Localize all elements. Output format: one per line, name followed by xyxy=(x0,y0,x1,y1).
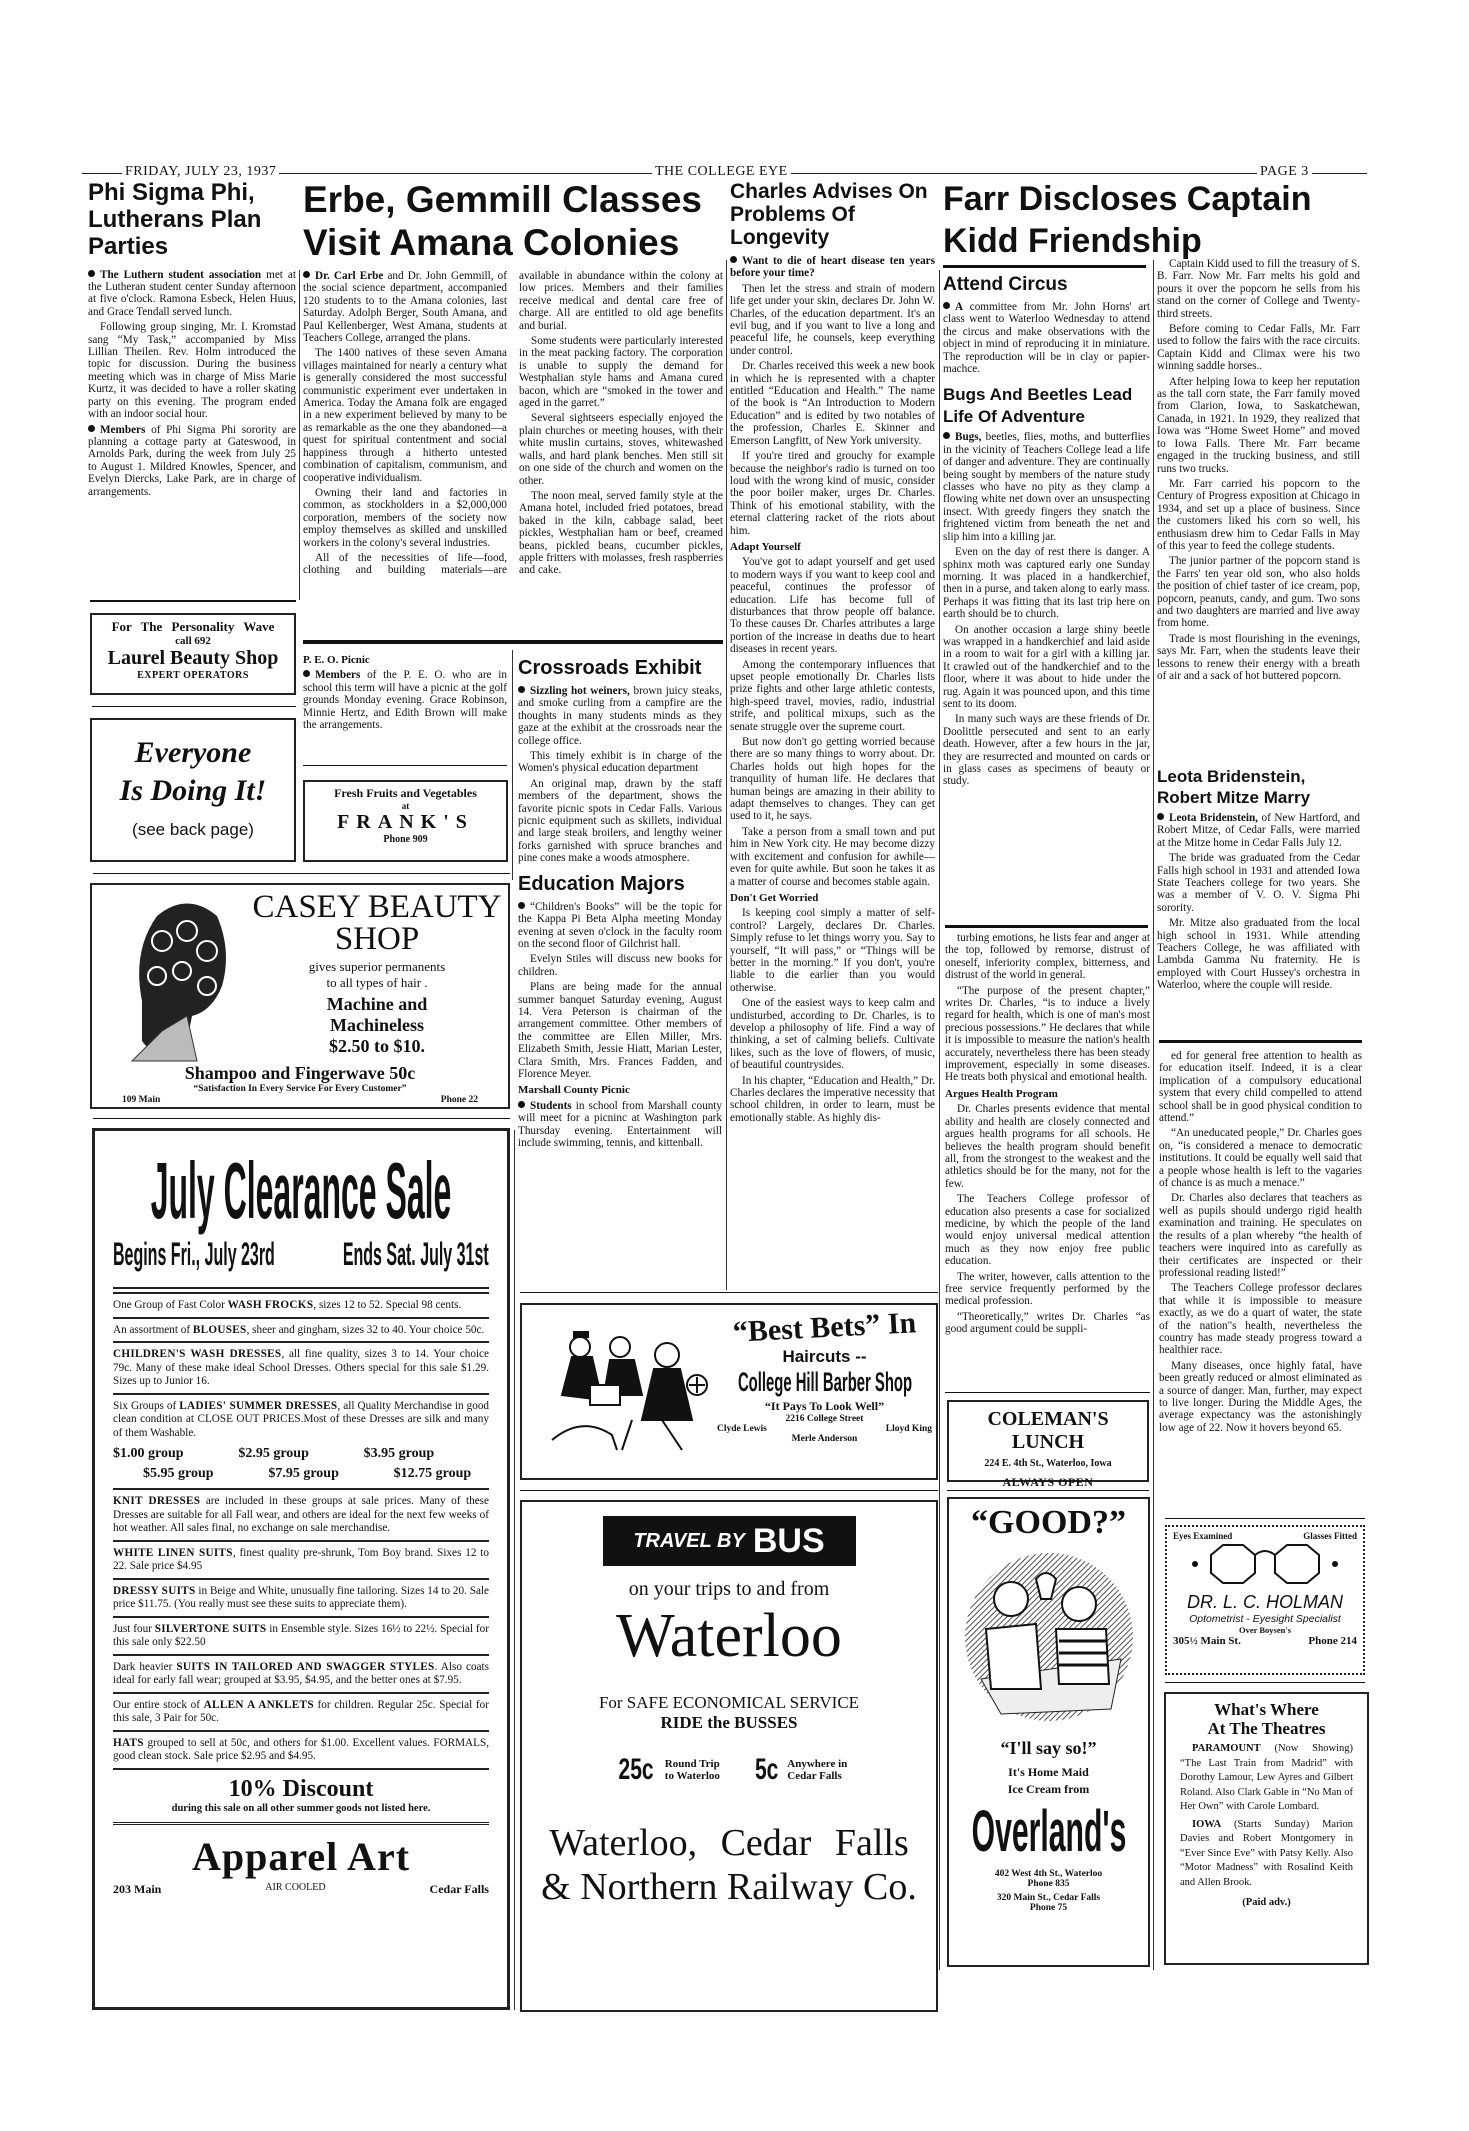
sale-item xyxy=(113,1540,489,1578)
paragraph-text: and Dr. John Gemmill, of the social science department, accompanied 120 students to to the Amana colonies, last Saturday. Adolph Berger, South Amana, and Paul Kellenberger, West Amana, students at Teachers College, arranged the plans. xyxy=(303,270,507,345)
paragraph: turbing emotions, he lists fear and anger at the top, followed by remorse, distrust of oneself, inferiority complex, bitterness, and distrust of the world in general. xyxy=(945,932,1150,982)
lead-in: A xyxy=(955,301,964,313)
ad-colemans-lunch xyxy=(947,1400,1149,1489)
lead-in: Want to die of heart disease ten years before your time? xyxy=(730,255,935,280)
company-name: Waterloo, Cedar Falls xyxy=(549,1822,909,1864)
ad-theatres-listing xyxy=(1164,1692,1369,1965)
sale-item xyxy=(113,1341,489,1393)
paragraph-text: “Children's Books” will be the topic for the Kappa Pi Beta Alpha meeting Monday evening at seven o'clock in the faculty room on the second floor of Gilchrist hall. xyxy=(518,900,722,950)
ad-price: $2.50 to $10. xyxy=(329,1036,425,1056)
ad-text: Everyone xyxy=(134,736,252,769)
discount-headline: 10% Discount xyxy=(228,1775,374,1802)
headline: Phi Sigma Phi, Lutherans Plan Parties xyxy=(88,179,262,260)
divider xyxy=(90,600,296,602)
ad-address: 305½ Main St. xyxy=(1173,1635,1241,1647)
store-city: Cedar Falls xyxy=(429,1881,489,1896)
price-groups xyxy=(113,1444,489,1488)
subheading: Adapt Yourself xyxy=(730,540,801,553)
ad-tagline: EXPERT OPERATORS xyxy=(137,670,249,681)
ad-travel-by-bus xyxy=(520,1500,938,2012)
ad-business-name: FRANK'S xyxy=(337,811,474,833)
store-name-logo: Apparel Art xyxy=(191,1833,411,1879)
headline: Erbe, Gemmill Classes Visit Amana Colonies xyxy=(303,179,702,263)
paragraph: Then let the stress and strain of modern life get under your skin, declares Dr. John W. Charles, of the education department. It's an evil bug, and if you want to live a long and peaceful life, he counsels, keep everything under control. xyxy=(730,282,935,357)
sale-item-text: , finest quality pre-shrunk, Tom Boy brand. Sixes 12 to 22. Sale price $4.95 xyxy=(113,1546,489,1572)
paragraph: Plans are being made for the annual summer banquet Saturday evening, August 14. Vera Peterson is chairman of the arrangement committee. Other members of the committee are Ellen Miller, Mrs. Elizabeth Smith, Jessie Hiatt, Marian Lester, Clara Smith, Mrs. Frances Fadden, and Florence Meyer. xyxy=(518,981,722,1080)
ad-text: on your trips to and from xyxy=(628,1578,830,1600)
ad-text: Machineless xyxy=(330,1015,424,1035)
column-divider xyxy=(299,270,300,600)
ad-phone: Phone 909 xyxy=(383,834,428,845)
paragraph: One of the easiest ways to keep calm and undisturbed, according to Dr. Charles, is to develop a philosophy of life. Find a way of thinking, a set of calming beliefs. Cultivate likes, such as the love of flowers, of music, of beautiful countrysides. xyxy=(730,997,935,1072)
headline: Education Majors xyxy=(518,872,685,895)
article-body xyxy=(730,255,935,1290)
ad-college-hill-barber-shop xyxy=(520,1303,938,1480)
article-leota-mitze xyxy=(1157,766,1360,1012)
article-body xyxy=(518,901,722,1153)
paragraph: An original map, drawn by the staff members of the department, shows the favorite picnic spots in Cedar Falls. Various picnic equipment such as skillets, individual and large steak broilers, and lengthy weiner forks garnished with spruce branches and pine cones make a woods atmosphere. xyxy=(518,777,722,865)
ad-everyone-is-doing-it xyxy=(90,718,296,862)
sale-item xyxy=(113,1317,489,1342)
paragraph xyxy=(1180,1818,1353,1891)
lead-in: Members xyxy=(315,669,361,682)
paragraph: Is keeping cool simply a matter of self-control? Largely, declares Dr. Charles. Simply refuse to let things worry you. Say to yourself, “It will pass,” or “Things will be better in the morning.” If you don't, you're liable to die earlier than you would otherwise. xyxy=(730,907,935,994)
ad-business-name: Laurel Beauty Shop xyxy=(107,647,279,669)
paragraph: ed for general free attention to health as for education itself. Indeed, it is a clear implication of a compulsory educational system that every child compelled to attend school shall be in good physical condition to attend.” xyxy=(1159,1050,1362,1125)
ad-text: It's Home Maid xyxy=(1008,1765,1089,1779)
sale-item xyxy=(113,1692,489,1730)
paragraph: But now don't go getting worried because there are so many things to worry about. Dr. Charles holds out high hopes for the tranquility of human life. He declares that human beings are amazing in their ability to adapt themselves to changes. They can get used to it, he says. xyxy=(730,736,935,823)
paragraph: This timely exhibit is in charge of the Women's physical education department xyxy=(518,750,722,775)
divider xyxy=(943,265,1146,268)
paragraph: Even on the day of rest there is danger. A sphinx moth was captured early one Sunday morning. It was placed in a handkerchief, then in a purse, and taken along to early mass. Perhaps it was fitting that its last trip here on earth should be to church. xyxy=(943,546,1150,621)
divider xyxy=(92,706,296,707)
sale-item-text: in Beige and White, unusually fine tailoring. Sizes 14 to 20. Sale price $11.75. (You really must see these suits to appreciate them). xyxy=(113,1584,490,1610)
paragraph: “The purpose of the present chapter,” writes Dr. Charles, “is to induce a lively regard for health, which is one of man's most precious possessions.” He declares that while it is impossible to measure the nation's health accurately, nevertheless there has been steady improvement, especially in some diseases. He treats both physical and emotional health. xyxy=(945,984,1150,1084)
bullet-icon xyxy=(303,670,310,677)
paragraph: Dr. Charles received this week a new book in which he is represented with a chapter entitled “Education and Health.” The name of the book is “An Introduction to Modern Education” and is edited by two notables of the profession, Charles E. Skinner and Emerson Langfitt, of New York university. xyxy=(730,360,935,447)
woman-hairstyle-illustration xyxy=(112,891,242,1066)
sale-item xyxy=(113,1578,489,1616)
sale-item-product: LADIES' SUMMER DRESSES xyxy=(179,1399,338,1412)
sale-item-text: , all fine quality, sizes 3 to 14. Your choice 79c. Many of these make ideal School Dresses. Others special for this sale $1.29. Sizes up to Junior 16. xyxy=(113,1348,489,1387)
paragraph-text: met at the Lutheran student center Sunday afternoon at five o'clock. Ramona Esbeck, Helen Huus, and Grace Tendall served lunch. xyxy=(88,268,296,318)
sale-item-text: Dark heavier xyxy=(113,1660,177,1673)
sale-item xyxy=(113,1730,489,1768)
ad-text: For SAFE ECONOMICAL SERVICE xyxy=(598,1693,860,1712)
paragraph: “Theoretically,” writes Dr. Charles “as good argument could be suppli- xyxy=(945,1310,1150,1336)
divider xyxy=(520,1490,938,1491)
sale-item-product: KNIT DRESSES xyxy=(113,1495,201,1507)
paragraph xyxy=(943,431,1150,543)
divider xyxy=(303,765,507,766)
paragraph: Many diseases, once highly fatal, have been greatly reduced or almost eliminated as a source of danger. Man, further, may expect to live longer. During the Middle Ages, the average expectancy was the astonishingly low age of 22. Now it hovers beyond 65. xyxy=(1159,1359,1362,1434)
ad-business-name: COLEMAN'S LUNCH xyxy=(987,1408,1109,1453)
ad-slogan: “Satisfaction In Every Service For Every Customer” xyxy=(193,1084,407,1094)
store-feature: AIR COOLED xyxy=(265,1881,326,1893)
paragraph xyxy=(730,255,935,280)
price-group: $1.00 group xyxy=(113,1446,184,1461)
ad-dr-holman-optometrist xyxy=(1165,1525,1365,1675)
sale-item xyxy=(113,1292,489,1317)
article-erbe-gemmill xyxy=(303,178,723,626)
article-charles-longevity xyxy=(730,180,935,1290)
paragraph: The junior partner of the popcorn stand is the Farrs' ten year old son, who also holds the position of chief taster of ice cream, pop, popcorn, peanuts, candy, and gum. Two sons and two daughters are married and live away from home. xyxy=(1157,555,1360,630)
paragraph: The writer, however, calls attention to the free service frequently performed by the medical profession. xyxy=(945,1270,1150,1308)
fares xyxy=(522,1753,936,1787)
paragraph: Before coming to Cedar Falls, Mr. Farr used to follow the fairs with the race circuits. Captain Kidd and Climax were his two winning saddle horses.. xyxy=(1157,323,1360,373)
column-divider xyxy=(1153,260,1154,1970)
sale-item-product: SUITS IN TAILORED AND SWAGGER STYLES xyxy=(176,1660,435,1673)
ad-business-name: CASEY BEAUTY xyxy=(252,889,502,925)
subheading: Don't Get Worried xyxy=(730,891,819,904)
paragraph: If you're tired and grouchy for example because the neighbor's radio is turned on too loud with the wrong kind of music, consider the poor boiler maker, urges Dr. Charles. Think of his emotional stability, with the eternal clattering racket of the riots about him. xyxy=(730,450,935,537)
headline: Crossroads Exhibit xyxy=(518,657,702,679)
bullet-icon xyxy=(1157,813,1164,820)
sale-item-product: SILVERTONE SUITS xyxy=(154,1622,267,1635)
fare-local xyxy=(750,1753,847,1787)
ad-text: Eyes Examined xyxy=(1173,1531,1233,1541)
ad-offer: Shampoo and Fingerwave 50c xyxy=(184,1063,416,1083)
sale-item xyxy=(113,1616,489,1654)
paragraph: Trade is most flourishing in the evenings, says Mr. Farr, when the students leave their lessons to renew their energy with a breath of air and a sack of hot buttered popcorn. xyxy=(1157,632,1360,682)
ad-text: to all types of hair . xyxy=(326,975,428,990)
lead-in: Dr. Carl Erbe xyxy=(315,270,384,282)
divider xyxy=(1159,1040,1362,1043)
newspaper-name: THE COLLEGE EYE xyxy=(652,164,791,180)
paragraph xyxy=(518,901,722,951)
ad-text: Optometrist - Eyesight Specialist xyxy=(1189,1613,1341,1625)
sale-item-product: BLOUSES xyxy=(192,1323,247,1336)
barber-name: Merle Anderson xyxy=(791,1434,858,1444)
paragraph xyxy=(518,1100,722,1150)
ad-business-name: DR. L. C. HOLMAN xyxy=(1186,1592,1344,1612)
price-group: $2.95 group xyxy=(238,1446,309,1461)
ad-copy xyxy=(252,891,502,1057)
article-farr-body xyxy=(1157,258,1360,758)
sale-item-product: CHILDREN'S WASH DRESSES xyxy=(113,1348,282,1360)
travel-by-bus-banner xyxy=(603,1516,856,1566)
paragraph: Mr. Farr carried his popcorn to the Century of Progress exposition at Chicago in 1934, and set up a place of business. Since the customers liked his corn so well, his enthusiasm drew him to Cedar Falls in May of this year to feed the college students. xyxy=(1157,477,1360,552)
paragraph xyxy=(88,424,296,498)
banner-text: TRAVEL BY xyxy=(633,1529,745,1552)
ad-slogan: “It Pays To Look Well” xyxy=(764,1399,885,1413)
running-students-illustration xyxy=(542,1325,712,1455)
paragraph: Among the contemporary influences that upset people emotionally Dr. Charles lists prize fights and other large athletic contests, high-speed travel, movies, radio, industrial strife, and political mixups, such as the senate struggle over the supreme court. xyxy=(730,658,935,733)
sale-title: July Clearance Sale xyxy=(150,1146,452,1235)
divider xyxy=(520,1292,938,1293)
sale-item-text: are included in these groups at sale prices. Many of these Dresses are suitable for all Fall wear, and others are ideal for the next few weeks of hot weather. All sales final, no exchange on sale merchandise. xyxy=(113,1495,489,1534)
sale-item-product: WHITE LINEN SUITS xyxy=(113,1546,233,1559)
lead-in: Sizzling hot weiners, xyxy=(530,685,630,697)
paragraph: Several sightseers especially enjoyed the plain churches or meeting houses, with their white muslin curtains, stoves, whitewashed walls, and hard plank benches. Men still sit on one side of the church and women on the other. xyxy=(519,412,723,487)
barber-name: Clyde Lewis xyxy=(717,1424,767,1434)
headline-attend-circus: Attend Circus xyxy=(943,274,1068,295)
column-divider xyxy=(939,270,940,1970)
banner-text: BUS xyxy=(752,1521,825,1560)
price-group: $12.75 group xyxy=(393,1466,472,1481)
sale-item-text: for children. Regular 25c. Special for this sale, 3 Pair for 50c. xyxy=(113,1698,489,1724)
sale-item-product: DRESSY SUITS xyxy=(113,1584,196,1597)
bullet-icon xyxy=(518,1101,525,1108)
paragraph xyxy=(303,669,507,731)
ad-text: Machine and xyxy=(326,994,428,1014)
fare-round-trip xyxy=(611,1753,720,1787)
sale-item-text: One Group of Fast Color xyxy=(113,1299,228,1311)
price-group: $7.95 group xyxy=(268,1466,339,1481)
bullet-icon xyxy=(88,425,95,432)
lead-in: Leota Bridenstein, xyxy=(1169,812,1258,824)
paragraph xyxy=(1157,812,1360,849)
paragraph xyxy=(943,301,1150,375)
ad-headline: At The Theatres xyxy=(1207,1719,1326,1738)
price-group: $5.95 group xyxy=(143,1466,214,1481)
paragraph: The Teachers College professor declares that while it is impossible to measure exactly, as we do a quart of water, the state of the nation"s health, nevertheless the country has made steady progress toward a healthier race. xyxy=(1159,1282,1362,1357)
subheading: Marshall County Picnic xyxy=(518,1084,630,1097)
headline-bugs-beetles: Bugs And Beetles Lead Life Of Adventure xyxy=(943,385,1133,427)
ad-text: Ice Cream from xyxy=(1007,1782,1090,1796)
ad-text: Fresh Fruits and Vegetables xyxy=(334,786,477,800)
ad-phone: Phone 75 xyxy=(1029,1903,1068,1913)
paragraph-text: committee from Mr. John Horns' art class went to Waterloo Wednesday to attend the circus and make observations with the object in mind of reproducing it in miniature. The reproduction will be in clay or papier-machce. xyxy=(943,301,1150,376)
ad-laurel-beauty-shop xyxy=(90,613,296,695)
ad-hours: ALWAYS OPEN xyxy=(1002,1475,1094,1489)
paragraph-text: in school from Marshall county will meet for a picninc at Washington park Thursday evening. Entertainment will include swimming, tennis, and kittenball. xyxy=(518,1099,722,1149)
paragraph: The Teachers College professor of education also presents a case for socialized medicine, by which the people of the land would enjoy universal medical attention much as they now enjoy free public education. xyxy=(945,1193,1150,1268)
paragraph: The 1400 natives of these seven Amana villages maintained for nearly a century what is generally considered the most successful communistic experiment ever undertaken in America. Today the Amana folk are engaged in a new experiment believed by many to be as remarkable as the one they abandoned—a quest for spiritual contentment and social happiness through a hitherto untested combination of capitalism, communism, and cooperative individualism. xyxy=(303,347,507,484)
paragraph-text: of New Hartford, and Robert Mitze, of Cedar Falls, were married at the Mitze home in Cedar Falls July 12. xyxy=(1157,812,1360,849)
divider xyxy=(1165,1682,1365,1683)
ad-business-name: SHOP xyxy=(334,921,420,957)
sale-item-text: , all Quality Merchandise in good clean condition at CLOSE OUT PRICES.Most of these Dresses are silk and many of them Washable. xyxy=(113,1399,490,1439)
lead-in: Bugs, xyxy=(955,431,982,444)
sale-item-text: , sheer and gingham, sizes 32 to 40. Your choice 50c. xyxy=(246,1323,485,1336)
sale-item-text: in Ensemble style. Sizes 16½ to 22½. Special for this sale only $22.50 xyxy=(113,1622,489,1648)
ad-address: 224 E. 4th St., Waterloo, Iowa xyxy=(984,1458,1112,1469)
article-charles-continued xyxy=(945,932,1150,1388)
paragraph: The bride was graduated from the Cedar Falls high school in 1931 and attended Iowa State Teachers college for two years. She was a member of V. O. V. Sigma Phi sorority. xyxy=(1157,852,1360,914)
sale-item-text: . Also coats ideal for early fall wear; grouped at $3.95, $4.95, and the better ones at $7.95. xyxy=(113,1660,489,1686)
sale-begins: Begins Fri., July 23rd xyxy=(113,1236,275,1272)
subheading: Argues Health Program xyxy=(945,1087,1058,1100)
ad-text: Is Doing It! xyxy=(119,774,267,807)
fare-note: Anywhere in xyxy=(787,1758,848,1770)
ad-text: Over Boysen's xyxy=(1238,1625,1292,1635)
sale-item-product: HATS xyxy=(113,1736,144,1749)
paragraph: In his chapter, “Education and Health,” Dr. Charles declares the imperative necessity that school children, in order to learn, must be emotionally stable. As highly dis- xyxy=(730,1074,935,1124)
sale-item-text: Six Groups of xyxy=(113,1399,180,1412)
ad-text: at xyxy=(401,801,410,811)
fare-note: Round Trip xyxy=(664,1758,720,1770)
ad-phone: Phone 835 xyxy=(1027,1879,1070,1889)
paragraph: In many such ways are these friends of Dr. Doolittle persecuted and sent to an early death. However, after a few hours in the jar, they are resurrected and mounted on cards or in glass cases as specimens of beauty or study. xyxy=(943,713,1150,788)
paragraph: Captain Kidd used to fill the treasury of S. B. Farr. Now Mr. Farr melts his gold and pours it over the popcorn he sells from his stand on the corner of College and Twenty-third streets. xyxy=(1157,258,1360,320)
sale-item-product: ALLEN A ANKLETS xyxy=(203,1698,314,1711)
article-crossroads-exhibit xyxy=(518,656,722,1288)
ad-text: (see back page) xyxy=(132,820,254,839)
ad-headline: “GOOD?” xyxy=(971,1504,1126,1541)
ad-destination: Waterloo xyxy=(616,1602,842,1670)
lead-in: IOWA xyxy=(1192,1818,1222,1830)
ad-headline: What's Where xyxy=(1214,1700,1319,1719)
lead-in: Students xyxy=(530,1099,572,1112)
ad-copy xyxy=(717,1306,932,1444)
divider xyxy=(1165,1518,1365,1519)
ad-july-clearance-sale xyxy=(92,1128,510,2010)
paragraph: Dr. Charles also declares that teachers as well as pupils should undergo rigid health examination and training. He speculates on the results of a plan whereby “the health of teachers were inquired into as carefully as their certificates are inspected or their professional reading listed!” xyxy=(1159,1192,1362,1279)
ad-phone: Phone 214 xyxy=(1308,1635,1357,1647)
page-number: PAGE 3 xyxy=(1257,164,1312,180)
column-divider xyxy=(726,260,727,1290)
column-divider xyxy=(514,1130,515,2010)
bullet-icon xyxy=(943,302,950,309)
paragraph: The noon meal, served family style at the Amana hotel, included fried potatoes, bread baked in the kiln, cabbage salad, beet pickles, Westphalian ham or beef, creamed beans, pickled beans, cucumber pickles, apple fritters with molasses, fresh raspberries and cake. xyxy=(519,489,723,577)
article-charles-continued xyxy=(1159,1050,1362,1515)
paragraph: Following group singing, Mr. I. Kromstad sang “My Task,” accompanied by Miss Lillian Theilen. Rev. Holm introduced the topic for discussion. During the business meeting which was in charge of Miss Marie Kurtz, it was decided to have a roller skating party on this evening. The program ended with an indoor social hour. xyxy=(88,321,296,421)
lead-in: The Luthern student association xyxy=(100,268,262,281)
paragraph xyxy=(518,685,722,747)
paragraph xyxy=(88,269,296,319)
article-bugs-beetles xyxy=(943,431,1150,790)
ad-business-name: Overland's xyxy=(971,1799,1126,1864)
column-4-top xyxy=(943,272,1150,922)
paragraph: All of the necessities of life—food, clothing and building materials—are available in abundance within the colony at low prices. Members and their families receive medical and dental care free of charge. All are entitled to old age benefits and burial. xyxy=(303,270,723,577)
ad-address: 402 West 4th St., Waterloo xyxy=(994,1869,1103,1879)
sale-item xyxy=(113,1654,489,1692)
paragraph-text: (Now Showing) “The Last Train from Madrid” with Dorothy Lamour, Lew Ayres and Gilbert Roland. Also Clark Gable in “No Man of Her Own” with Carole Lombard. xyxy=(1180,1743,1353,1812)
paragraph: You've got to adapt yourself and get used to modern ways if you want to keep cool and peaceful, continues the professor of education. Life has become full of disturbances that throw people off balance. To these causes Dr. Charles attributes a large portion of the increase in deaths due to heart diseases in recent years. xyxy=(730,556,935,656)
article-peo-picnic xyxy=(303,650,507,758)
article-body xyxy=(88,269,296,587)
divider xyxy=(93,1118,510,1119)
paragraph: Owning their land and factories in common, as stockholders in a $2,000,000 corporation, members of the society now employ themselves as skilled and unskilled workers in the colony's several industries. xyxy=(303,486,507,549)
paragraph: On another occasion a large shiny beetle was wrapped in a handkerchief and laid aside in a room to wait for a girl with a killing jar. It crawled out of the handkerchief and to the floor, where it was about to hide under the rug. Again it was pounced upon, and this time sent to its doom. xyxy=(943,623,1150,710)
paragraph-text: (Starts Sunday) Marion Davies and Robert Montgomery in “Ever Since Eve” with Patsy Kelly. Also “Motor Madness” with Rosalind Keith and Allen Brook. xyxy=(1180,1818,1353,1888)
store-address: 203 Main xyxy=(113,1881,162,1896)
paragraph: “An uneducated people,” Dr. Charles goes on, “is considered a menace to democratic institutions. It could be equally well said that a people whose health is left to the vagaries of chance is as much a menace.” xyxy=(1159,1127,1362,1190)
ad-overlands-ice-cream xyxy=(947,1497,1150,1967)
fare-note: Cedar Falls xyxy=(787,1770,842,1782)
sale-item-text: grouped to sell at 50c, and others for $1.00. Excellent values. FORMALS, good clean stock. Sale price $2.95 and $4.95. xyxy=(113,1736,489,1762)
divider xyxy=(945,1392,1150,1393)
sale-item-text: An assortment of xyxy=(113,1323,193,1336)
paragraph-text: beetles, flies, moths, and butterflies in the vicinity of Teachers College lead a life of danger and adventure. They are continually being sought by members of the nature study classes who have no pity as they clamp a flowing white net down over an unsuspecting insect. With greedy fingers they snatch the frightened victim from beneath the net and slip him into a killing jar. xyxy=(943,431,1150,543)
paragraph-text: brown juicy steaks, and smoke curling from a campfire are the thoughts in many students minds as they gaze at the exhibit at the crossroads near the college office. xyxy=(518,685,722,747)
sale-items xyxy=(113,1488,489,1768)
paragraph-text: of Phi Sigma Phi sorority are planning a cottage party at Gateswood, in Arnolds Park, during the week from July 25 to August 1. Mildred Knowles, Spencer, and Evelyn Diercks, Lake Park, are in charge of arrangements. xyxy=(88,423,296,498)
discount-note: during this sale on all other summer goods not listed here. xyxy=(171,1802,431,1814)
ad-franks xyxy=(303,780,508,862)
ad-phone: Phone 22 xyxy=(440,1095,478,1105)
lead-in: Members xyxy=(100,423,146,436)
sale-item-product: WASH FROCKS xyxy=(227,1299,314,1311)
fare-note: to Waterloo xyxy=(664,1770,720,1782)
ad-text: gives superior permanents xyxy=(308,959,446,974)
ice-cream-sundae-illustration xyxy=(961,1549,1137,1725)
sale-ends: Ends Sat. July 31st xyxy=(343,1236,489,1272)
paragraph: Dr. Charles presents evidence that mental ability and health are closely connected and argues health programs for all schools. He believes the health program should benefit all, from the strongest to the weakest and the athletics should be for the many, not for the few. xyxy=(945,1103,1150,1190)
article-body xyxy=(518,685,722,868)
article-body xyxy=(1157,812,1360,1012)
paragraph: Mr. Mitze also graduated from the local high school in 1931. While attending Teachers College, he was affiliated with Lambda Gamma Nu fraternity. He is employed with Court Hussey's orchestra in Waterloo, where the couple will reside. xyxy=(1157,917,1360,992)
company-name: & Northern Railway Co. xyxy=(541,1866,917,1908)
headline: Leota Bridenstein, Robert Mitze Marry xyxy=(1157,767,1311,807)
paragraph xyxy=(1180,1742,1353,1815)
headline-farr: Farr Discloses Captain Kidd Friendship xyxy=(943,180,1312,260)
ad-phone: call 692 xyxy=(175,635,211,647)
sale-item xyxy=(113,1393,489,1445)
barber-name: Lloyd King xyxy=(885,1424,932,1434)
ad-text: RIDE the BUSSES xyxy=(660,1713,798,1732)
issue-date: FRIDAY, JULY 23, 1937 xyxy=(122,164,279,180)
ad-casey-beauty-shop xyxy=(90,883,510,1109)
sale-item-text: Just four xyxy=(113,1622,155,1635)
ad-text: “I'll say so!” xyxy=(1000,1738,1097,1758)
paragraph xyxy=(303,270,507,344)
bullet-icon xyxy=(88,270,95,277)
sale-item xyxy=(113,1488,489,1540)
divider xyxy=(303,640,723,644)
paragraph: Take a person from a small town and put him in New York city. He may become dizzy with excitement and confusion for awhile—even for quite awhile. But soon he takes it as a matter of course and becomes stable again. xyxy=(730,825,935,888)
bullet-icon xyxy=(303,271,310,278)
sale-items xyxy=(113,1292,489,1444)
paragraph: Some students were particularly interested in the meat packing factory. The corporation is unable to supply the demand for Westphalian style hams and Amana cured bacon, which are “smoked in the tower and aged in the garret.” xyxy=(519,335,723,410)
bullet-icon xyxy=(518,902,525,909)
paragraph-text: of the P. E. O. who are in school this term will have a picnic at the golf grounds Monday evening. Grace Robinson, Minnie Hertz, and Edith Brown will make the arrangements. xyxy=(303,669,507,732)
ad-headline: “Best Bets” In xyxy=(732,1306,917,1349)
ad-business-name: College Hill Barber Shop xyxy=(737,1367,912,1397)
eyeglasses-icon xyxy=(1185,1541,1345,1587)
price-group: $3.95 group xyxy=(363,1446,435,1461)
sale-item-text: Our entire stock of xyxy=(113,1698,204,1711)
bullet-icon xyxy=(730,256,737,263)
theatre-listings xyxy=(1180,1742,1353,1893)
bullet-icon xyxy=(943,432,950,439)
paragraph: After helping Iowa to keep her reputation as the tall corn state, the Farr family moved from Clarion, Iowa, to Saskatchewan, Canada, in 1921. In 1929, they realized that Iowa was “Home Sweet Home” and moved to Iowa Falls. There Mr. Farr became engaged in the trucking business, and still runs two trucks. xyxy=(1157,375,1360,475)
article-body xyxy=(303,270,723,626)
fare-price: 5c xyxy=(754,1753,779,1786)
ad-address: 320 Main St., Cedar Falls xyxy=(996,1893,1101,1903)
ad-address: 109 Main xyxy=(122,1095,161,1105)
ad-text: Haircuts -- xyxy=(782,1347,867,1366)
headline: Charles Advises On Problems Of Longevity xyxy=(730,180,928,249)
ad-text: Glasses Fitted xyxy=(1303,1531,1357,1541)
paragraph: Evelyn Stiles will discuss new books for children. xyxy=(518,953,722,978)
divider xyxy=(945,925,1148,928)
paid-adv-note: (Paid adv.) xyxy=(1242,1897,1291,1908)
ad-text: For The Personality Wave xyxy=(111,619,275,634)
article-phi-sigma-phi xyxy=(88,180,296,587)
divider xyxy=(93,873,510,874)
subheading: P. E. O. Picnic xyxy=(303,654,370,666)
bullet-icon xyxy=(518,686,525,693)
sale-item-text: , sizes 12 to 52. Special 98 cents. xyxy=(313,1299,462,1311)
divider xyxy=(947,1490,1149,1491)
column-divider xyxy=(512,650,513,880)
lead-in: PARAMOUNT xyxy=(1192,1743,1261,1754)
article-attend-circus xyxy=(943,301,1150,378)
ad-address: 2216 College Street xyxy=(785,1414,864,1424)
fare-price: 25c xyxy=(618,1753,654,1786)
